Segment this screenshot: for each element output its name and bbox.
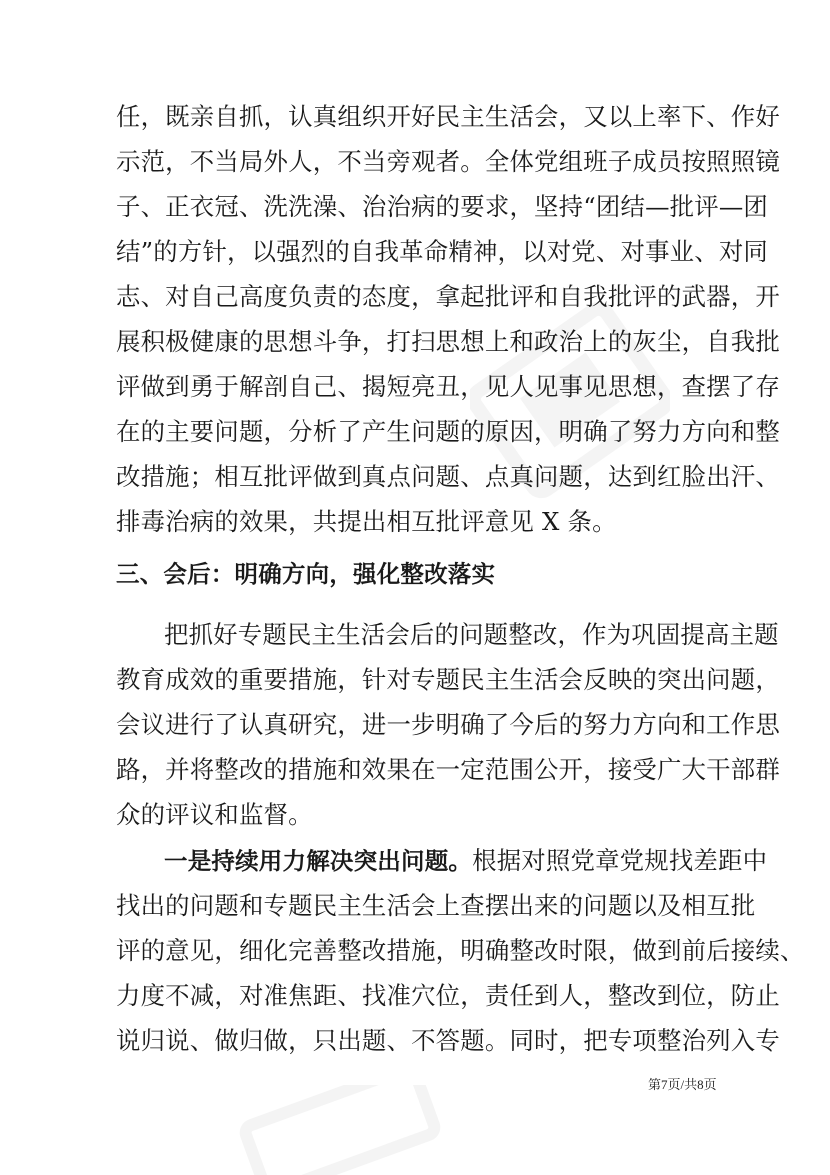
page-number: 第7页/共8页 — [648, 1077, 717, 1092]
paragraph1-line: 在的主要问题，分析了产生问题的原因，明确了努力方向和整 — [116, 417, 780, 446]
watermark-logo-bottom — [230, 1085, 450, 1175]
paragraph3-line: 说归说、做归做，只出题、不答题。同时，把专项整治列入专 — [116, 1026, 780, 1055]
paragraph3-lead-bold: 一是持续用力解决突出问题。 — [164, 847, 473, 875]
paragraph2-line: 会议进行了认真研究，进一步明确了今后的努力方向和工作思 — [116, 710, 780, 739]
paragraph3-line: 找出的问题和专题民主生活会上查摆出来的问题以及相互批 — [116, 891, 756, 920]
paragraph1-line: 示范，不当局外人，不当旁观者。全体党组班子成员按照照镜 — [116, 147, 780, 176]
paragraph1-line: 子、正衣冠、洗洗澡、治治病的要求，坚持“团结—批评—团 — [116, 192, 769, 221]
paragraph1-line: 志、对自己高度负责的态度，拿起批评和自我批评的武器，开 — [116, 282, 780, 311]
paragraph2-line: 众的评议和监督。 — [116, 800, 313, 829]
paragraph2-line: 路，并将整改的措施和效果在一定范围公开，接受广大干部群 — [116, 755, 780, 784]
paragraph3-line: 评的意见，细化完善整改措施，明确整改时限，做到前后接续、 — [116, 936, 805, 965]
paragraph2-line: 教育成效的重要措施，针对专题民主生活会反映的突出问题， — [116, 665, 780, 694]
paragraph1-line: 评做到勇于解剖自己、揭短亮丑，见人见事见思想，查摆了存 — [116, 372, 780, 401]
paragraph2-line: 把抓好专题民主生活会后的问题整改，作为巩固提高主题 — [164, 620, 779, 649]
paragraph3-line: 力度不减，对准焦距、找准穴位，责任到人，整改到位，防止 — [116, 981, 780, 1010]
paragraph1-line: 任，既亲自抓，认真组织开好民主生活会，又以上率下、作好 — [116, 102, 780, 131]
section-heading: 三、会后：明确方向，强化整改落实 — [116, 560, 496, 588]
paragraph1-line: 改措施；相互批评做到真点问题、点真问题，达到红脸出汗、 — [116, 462, 780, 491]
paragraph1-line: 结”的方针，以强烈的自我革命精神，以对党、对事业、对同 — [116, 237, 769, 266]
paragraph3-first-line — [164, 846, 768, 876]
paragraph1-line: 展积极健康的思想斗争，打扫思想上和政治上的灰尘，自我批 — [116, 327, 780, 356]
paragraph3-first-line-rest: 根据对照党章党规找差距中 — [472, 846, 768, 875]
paragraph1-line: 排毒治病的效果，共提出相互批评意见 X 条。 — [116, 507, 617, 536]
